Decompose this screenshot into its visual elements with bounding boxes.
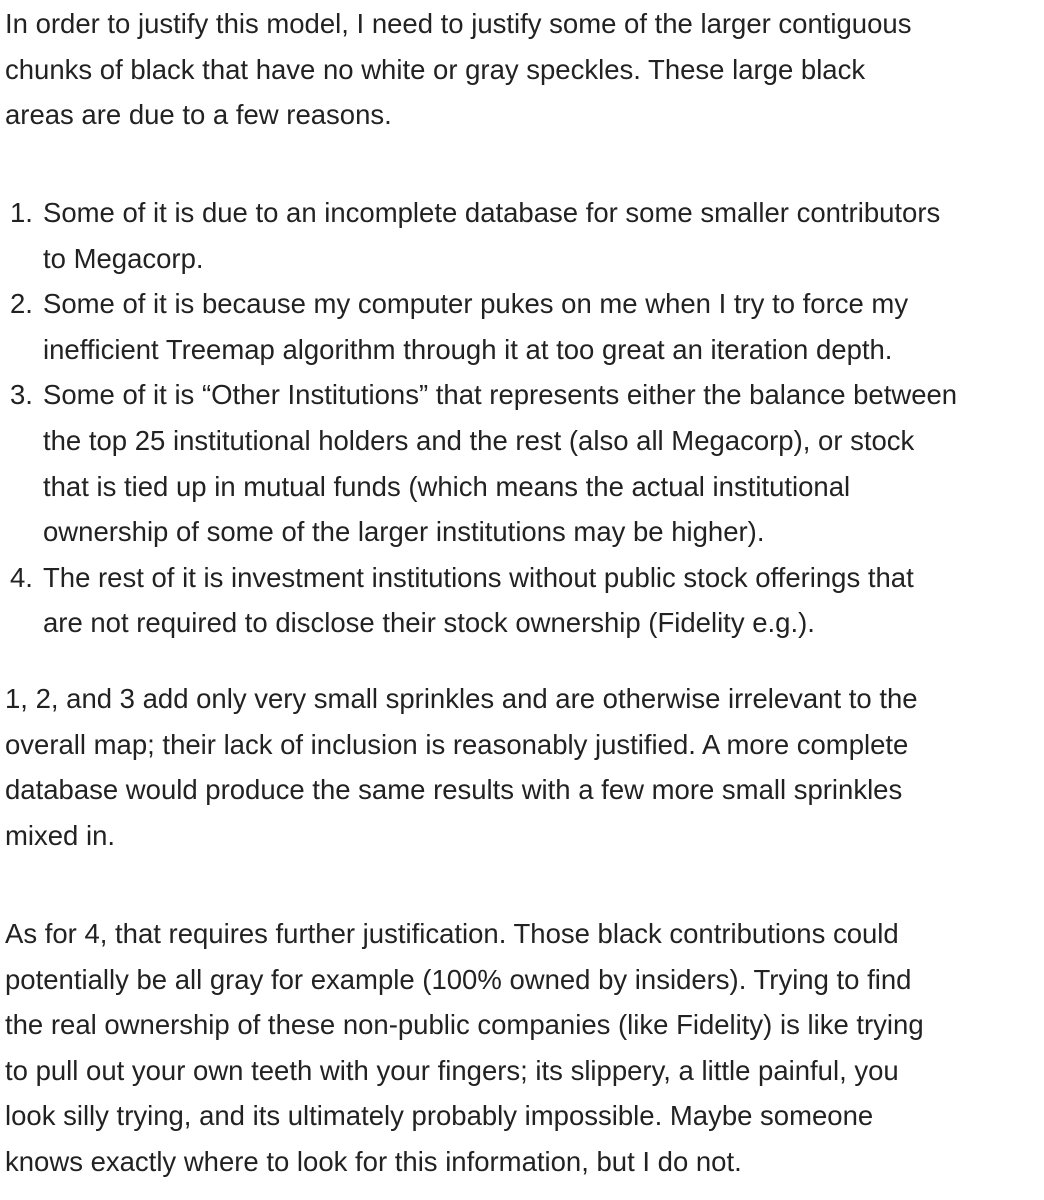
text-line: Some of it is because my computer pukes on me when I try to force my bbox=[43, 288, 909, 320]
text-line: As for 4, that requires further justification. Those black contributions could bbox=[5, 918, 899, 949]
text-line: potentially be all gray for example (100% owned by insiders). Trying to find bbox=[5, 963, 912, 995]
text-line: that is tied up in mutual funds (which means the actual institutional bbox=[43, 470, 851, 502]
text-line: chunks of black that have no white or gray speckles. These large black bbox=[5, 53, 866, 85]
text-line: look silly trying, and its ultimately probably impossible. Maybe someone bbox=[5, 1100, 874, 1132]
text-line: the real ownership of these non-public companies (like Fidelity) is like trying bbox=[5, 1009, 924, 1041]
text-line: areas are due to a few reasons. bbox=[5, 99, 392, 131]
list-item bbox=[5, 555, 957, 646]
list-item bbox=[5, 372, 957, 554]
text-line: 1, 2, and 3 add only very small sprinkles and are otherwise irrelevant to the bbox=[5, 683, 918, 714]
text-line: Some of it is “Other Institutions” that represents either the balance between bbox=[43, 379, 958, 411]
list-number: 2. bbox=[10, 288, 33, 320]
text-line: the top 25 institutional holders and the rest (also all Megacorp), or stock bbox=[43, 424, 915, 456]
list-number: 1. bbox=[10, 197, 33, 228]
text-line: Some of it is due to an incomplete database for some smaller contributors bbox=[43, 197, 941, 228]
text-line: The rest of it is investment institutions without public stock offerings that bbox=[43, 561, 914, 593]
paragraph-intro bbox=[5, 1, 911, 138]
list-number: 3. bbox=[10, 379, 33, 411]
paragraph-justification bbox=[5, 911, 924, 1185]
list-item bbox=[5, 190, 957, 281]
text-line: to pull out your own teeth with your fingers; its slippery, a little painful, you bbox=[5, 1054, 899, 1086]
list-number: 4. bbox=[10, 561, 33, 593]
text-line: ownership of some of the larger institutions may be higher). bbox=[43, 516, 765, 548]
list-item bbox=[5, 281, 957, 372]
text-line: knows exactly where to look for this information, but I do not. bbox=[5, 1145, 742, 1177]
text-line: inefficient Treemap algorithm through it at too great an iteration depth. bbox=[43, 333, 893, 365]
paragraph-sprinkles bbox=[5, 676, 918, 858]
text-line: mixed in. bbox=[5, 819, 116, 851]
text-line: are not required to disclose their stock ownership (Fidelity e.g.). bbox=[43, 607, 815, 639]
text-line: overall map; their lack of inclusion is reasonably justified. A more complete bbox=[5, 728, 909, 760]
text-line: In order to justify this model, I need to justify some of the larger contiguous bbox=[5, 8, 912, 39]
text-line: database would produce the same results with a few more small sprinkles bbox=[5, 774, 903, 806]
text-line: to Megacorp. bbox=[43, 242, 204, 274]
reasons-list bbox=[5, 190, 957, 646]
